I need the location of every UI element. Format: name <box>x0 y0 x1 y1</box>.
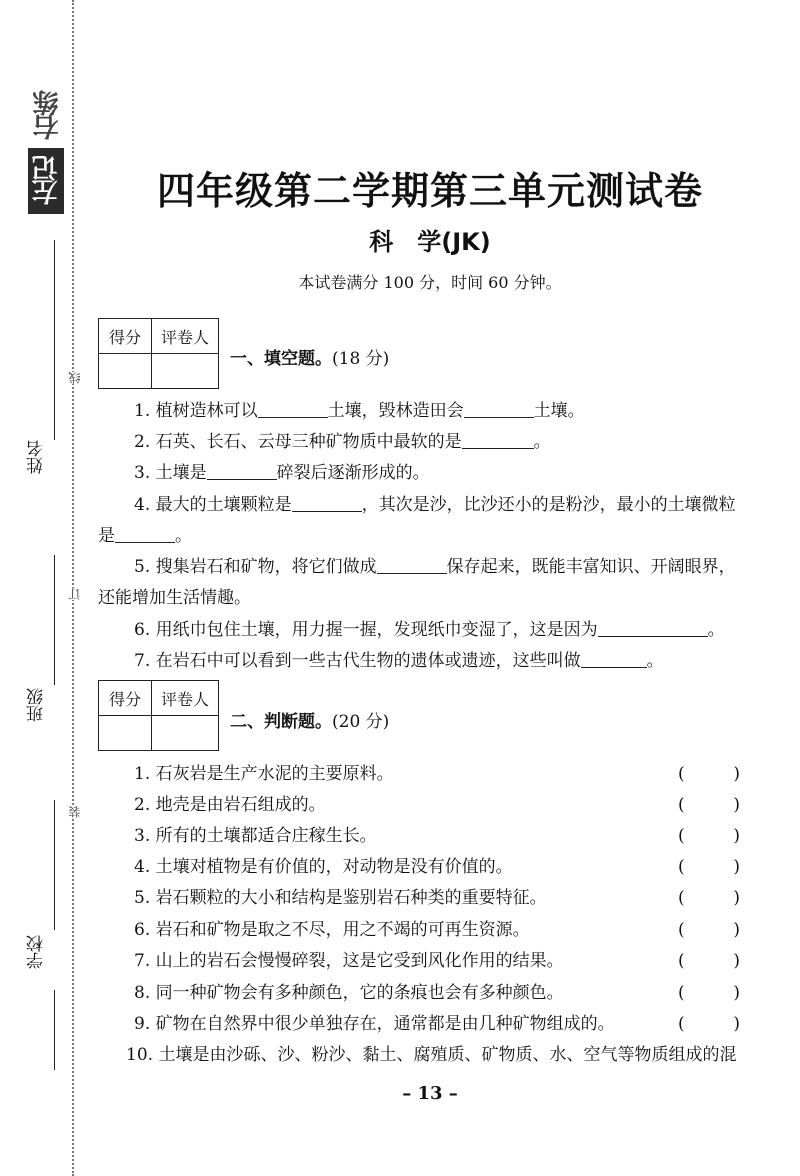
grader-header: 评卷人 <box>152 319 219 354</box>
question-2: 2. 石英、长石、云母三种矿物质中最软的是 。 <box>98 427 740 458</box>
score-box-section1 <box>98 318 219 389</box>
judge-item-1: 1. 石灰岩是生产水泥的主要原料。 ( ) <box>134 759 740 790</box>
answer-blank[interactable] <box>598 616 708 637</box>
answer-blank[interactable] <box>258 397 328 418</box>
binding-mark-zhuang: 装 <box>68 806 82 818</box>
answer-blank[interactable] <box>464 397 534 418</box>
section2-heading <box>230 707 389 732</box>
answer-blank[interactable] <box>207 459 277 480</box>
brand-logo <box>26 86 74 216</box>
judge-item-7: 7. 山上的岩石会慢慢碎裂，这是它受到风化作用的结果。 ( ) <box>134 946 740 977</box>
school-field-line-extra <box>54 990 55 1070</box>
answer-paren[interactable]: ( ) <box>678 983 740 1003</box>
answer-paren[interactable]: ( ) <box>678 951 740 971</box>
answer-blank[interactable] <box>377 553 447 574</box>
question-5: 5. 搜集岩石和矿物，将它们做成 保存起来，既能丰富知识、开阔眼界，还能增加生活情趣。 <box>98 552 740 614</box>
question-1: 1. 植树造林可以 土壤，毁林造田会 土壤。 <box>98 396 740 427</box>
answer-paren[interactable]: ( ) <box>678 826 740 846</box>
question-7: 7. 在岩石中可以看到一些古代生物的遗体或遗迹，这些叫做 。 <box>98 646 740 677</box>
section1-points: (18 分) <box>332 349 390 369</box>
score-cell <box>99 354 152 389</box>
question-4: 4. 最大的土壤颗粒是 ，其次是沙，比沙还小的是粉沙，最小的土壤微粒是 。 <box>98 490 740 552</box>
binding-margin <box>0 0 95 1176</box>
answer-paren[interactable]: ( ) <box>678 1014 740 1034</box>
section2-title: 二、判断题。 <box>230 712 332 732</box>
logo-text-right: 右练 <box>32 92 63 140</box>
grader-cell <box>152 716 219 751</box>
answer-paren[interactable]: ( ) <box>678 764 740 784</box>
school-label: 学校 <box>27 935 47 969</box>
class-field-line <box>54 555 55 685</box>
page-number: – 13 – <box>402 1083 458 1104</box>
judge-item-8: 8. 同一种矿物会有多种颜色，它的条痕也会有多种颜色。 ( ) <box>134 978 740 1009</box>
grader-header: 评卷人 <box>152 681 219 716</box>
name-field-line <box>54 240 55 440</box>
judge-item-6: 6. 岩石和矿物是取之不尽，用之不竭的可再生资源。 ( ) <box>134 915 740 946</box>
name-label: 姓名 <box>27 440 47 474</box>
answer-blank[interactable] <box>462 428 534 449</box>
answer-blank[interactable] <box>581 647 647 668</box>
judge-item-5: 5. 岩石颗粒的大小和结构是鉴别岩石种类的重要特征。 ( ) <box>134 883 740 914</box>
judge-item-9: 9. 矿物在自然界中很少单独存在，通常都是由几种矿物组成的。 ( ) <box>134 1009 740 1040</box>
class-label: 班级 <box>27 688 47 722</box>
score-box-section2 <box>98 680 219 751</box>
binding-mark-ding: 订 <box>68 588 82 600</box>
answer-paren[interactable]: ( ) <box>678 888 740 908</box>
section1-heading <box>230 344 389 369</box>
score-header: 得分 <box>99 681 152 716</box>
answer-paren[interactable]: ( ) <box>678 920 740 940</box>
grader-cell <box>152 354 219 389</box>
judge-item-2: 2. 地壳是由岩石组成的。 ( ) <box>134 790 740 821</box>
answer-blank[interactable] <box>292 491 362 512</box>
judge-item-3: 3. 所有的土壤都适合庄稼生长。 ( ) <box>134 821 740 852</box>
judge-item-4: 4. 土壤对植物是有价值的，对动物是没有价值的。 ( ) <box>134 852 740 883</box>
answer-paren[interactable]: ( ) <box>678 857 740 877</box>
judge-item-10: 10. 土壤是由沙砾、沙、粉沙、黏土、腐殖质、矿物质、水、空气等物质组成的混 <box>126 1045 737 1065</box>
page-title: 四年级第二学期第三单元测试卷 <box>156 169 703 213</box>
binding-mark-xian: 线 <box>68 372 82 384</box>
section1-title: 一、填空题。 <box>230 349 332 369</box>
exam-note: 本试卷满分 100 分，时间 60 分钟。 <box>298 273 562 292</box>
logo-text-left: 左记 <box>31 157 62 205</box>
answer-blank[interactable] <box>115 522 175 543</box>
answer-paren[interactable]: ( ) <box>678 795 740 815</box>
section2-points: (20 分) <box>332 712 390 732</box>
score-cell <box>99 716 152 751</box>
question-6: 6. 用纸巾包住土壤，用力握一握，发现纸巾变湿了，这是因为 。 <box>98 615 740 646</box>
question-3: 3. 土壤是 碎裂后逐渐形成的。 <box>98 458 740 489</box>
score-header: 得分 <box>99 319 152 354</box>
school-field-line <box>54 800 55 930</box>
subject-subtitle: 科 学(JK) <box>369 228 491 256</box>
